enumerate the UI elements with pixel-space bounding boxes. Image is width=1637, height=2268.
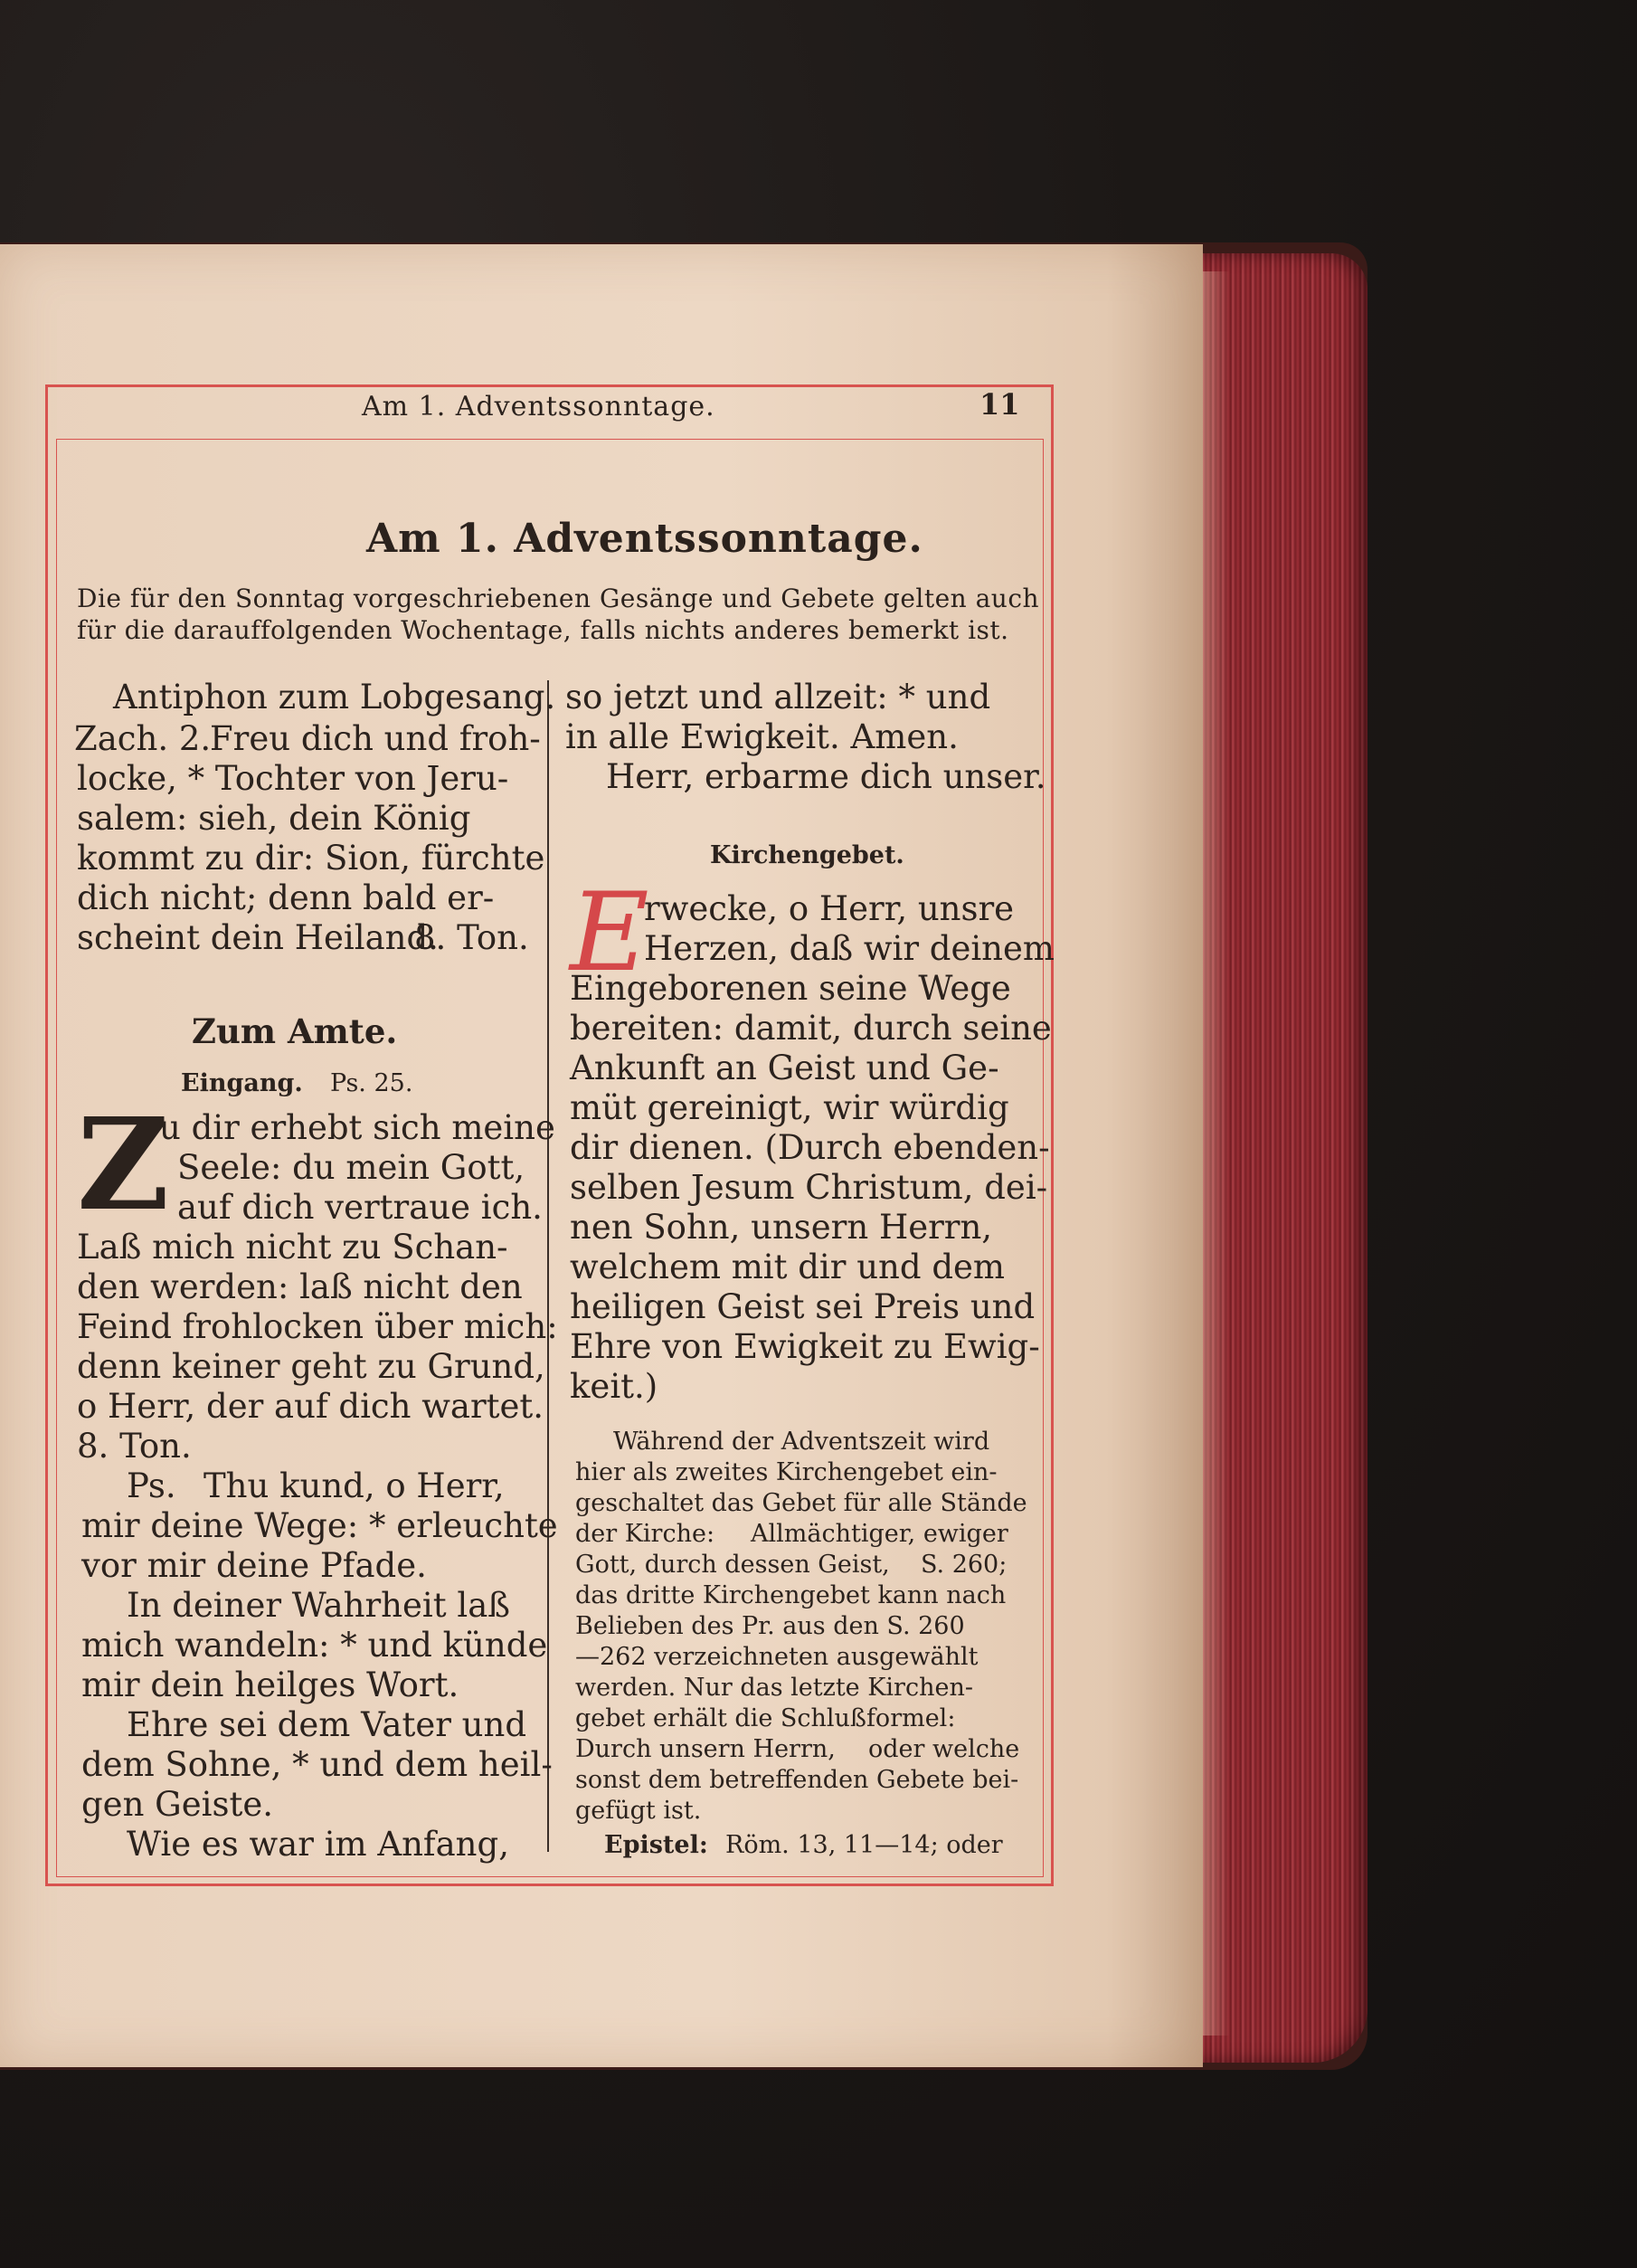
prayer-line: nen Sohn, unsern Herrn, (570, 1208, 993, 1247)
gloria-line: Herr, erbarme dich unser. (606, 757, 1046, 796)
antiphon-tone: 8. Ton. (414, 918, 529, 957)
prayer-line: welchem mit dir und dem (570, 1248, 1005, 1286)
note-line: Während der Adventszeit wird (613, 1428, 990, 1456)
note-line: sonst dem betreffenden Gebete bei- (575, 1766, 1019, 1794)
note-line: das dritte Kirchengebet kann nach (575, 1581, 1007, 1609)
psalm-line: vor mir deine Pfade. (81, 1546, 427, 1585)
intro-line: für die darauffolgenden Wochentage, falls nichts anderes bemerkt ist. (77, 615, 1009, 645)
psalm-line: gen Geiste. (81, 1785, 273, 1824)
prayer-line: Herzen, daß wir deinem (644, 929, 1055, 968)
note-red-text: Durch unsern Herrn, (575, 1735, 836, 1763)
drop-cap-z: Z (77, 1091, 170, 1239)
column-divider (547, 680, 549, 1852)
prayer-line: dir dienen. (Durch ebenden- (570, 1128, 1050, 1167)
psalm-line: mir dein heilges Wort. (81, 1665, 459, 1704)
kirchengebet-heading: Kirchengebet. (710, 841, 904, 869)
eingang-tone: 8. Ton. (77, 1427, 192, 1466)
note-line: der Kirche: (575, 1520, 715, 1548)
gloria-line: so jetzt und allzeit: * und (565, 678, 991, 716)
eingang-line: denn keiner geht zu Grund, (77, 1347, 545, 1386)
note-red-text: Gott, durch dessen Geist, (575, 1551, 890, 1579)
eingang-line: Seele: du mein Gott, (177, 1148, 525, 1187)
psalm-label: Ps. (127, 1466, 176, 1505)
antiphon-reference: Zach. 2. (74, 719, 212, 758)
eingang-line: o Herr, der auf dich wartet. (77, 1387, 544, 1426)
prayer-line: rwecke, o Herr, unsre (644, 889, 1015, 928)
eingang-line: Laß mich nicht zu Schan- (77, 1228, 508, 1267)
psalm-line: Thu kund, o Herr, (203, 1466, 505, 1505)
gloria-line: in alle Ewigkeit. Amen. (565, 717, 959, 756)
prayer-line: keit.) (570, 1367, 658, 1406)
psalm-line: Wie es war im Anfang, (127, 1825, 509, 1864)
page-title: Am 1. Adventssonntage. (366, 516, 923, 562)
note-line: hier als zweites Kirchengebet ein- (575, 1458, 998, 1486)
note-line: Belieben des Pr. aus den S. 260 (575, 1612, 965, 1640)
page-edge-highlight (1203, 271, 1230, 2036)
note-page-ref: S. 260; (921, 1551, 1008, 1579)
eingang-line: Feind frohlocken über mich: (77, 1307, 558, 1346)
intro-line: Die für den Sonntag vorgeschriebenen Gesänge und Gebete gelten auch (77, 584, 1040, 613)
antiphon-line: salem: sieh, dein König (77, 799, 471, 838)
note-line: —262 verzeichneten ausgewählt (575, 1643, 979, 1671)
psalm-line: mir deine Wege: * erleuchte (81, 1506, 558, 1545)
epistel-label: Epistel: (604, 1831, 708, 1859)
note-line: werden. Nur das letzte Kirchen- (575, 1674, 973, 1702)
prayer-line: selben Jesum Christum, dei- (570, 1168, 1048, 1207)
running-head: Am 1. Adventssonntage. (362, 391, 715, 422)
note-line: oder welche (868, 1735, 1020, 1763)
drop-cap-e: E (570, 870, 649, 996)
antiphon-line: scheint dein Heiland. (77, 918, 439, 957)
eingang-reference: Ps. 25. (330, 1069, 413, 1097)
prayer-line: heiligen Geist sei Preis und (570, 1287, 1036, 1326)
antiphon-line: locke, * Tochter von Jeru- (77, 759, 509, 798)
psalm-line: mich wandeln: * und künde (81, 1626, 548, 1665)
prayer-line: Ankunft an Geist und Ge- (570, 1049, 999, 1087)
eingang-line: den werden: laß nicht den (77, 1267, 523, 1306)
prayer-line: bereiten: damit, durch seine (570, 1009, 1052, 1048)
psalm-line: In deiner Wahrheit laß (127, 1586, 510, 1625)
note-line: geschaltet das Gebet für alle Stände (575, 1489, 1027, 1517)
eingang-line: u dir erhebt sich meine (159, 1108, 555, 1147)
antiphon-heading: Antiphon zum Lobgesang. (113, 678, 556, 716)
amt-heading: Zum Amte. (192, 1011, 398, 1051)
psalm-line: Ehre sei dem Vater und (127, 1705, 527, 1744)
prayer-line: Ehre von Ewigkeit zu Ewig- (570, 1327, 1040, 1366)
prayer-line: Eingeborenen seine Wege (570, 969, 1011, 1008)
note-line: gefügt ist. (575, 1797, 702, 1825)
note-line: gebet erhält die Schlußformel: (575, 1704, 956, 1732)
eingang-line: auf dich vertraue ich. (177, 1188, 543, 1227)
eingang-label: Eingang. (181, 1069, 303, 1097)
note-red-text: Allmächtiger, ewiger (751, 1520, 1008, 1548)
antiphon-line: dich nicht; denn bald er- (77, 878, 495, 917)
antiphon-line: kommt zu dir: Sion, fürchte (77, 839, 545, 878)
prayer-line: müt gereinigt, wir würdig (570, 1088, 1009, 1127)
page-number: 11 (979, 387, 1020, 422)
antiphon-line: Freu dich und froh- (210, 719, 541, 758)
psalm-line: dem Sohne, * und dem heil- (81, 1745, 553, 1784)
epistel-reference: Röm. 13, 11—14; oder (725, 1831, 1003, 1859)
